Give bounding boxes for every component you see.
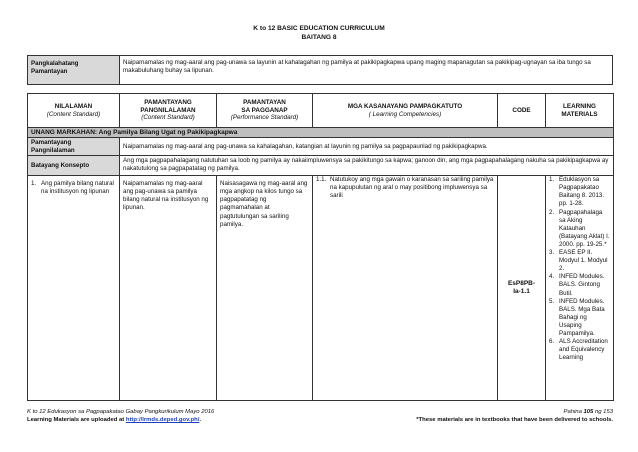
general-standard-text: Naipamamalas ng mag-aaral ang pag-unawa sa layunin at kahalagahan ng pamilya at pakikipagkapwa upang maging mapanagutan sa pakikipag-ugnayan sa iba tungo sa makabuluhang buhay sa lipunan. [120, 56, 613, 85]
material-item: 4. INFED Modules. BALS. Gintong Butil. [549, 273, 605, 297]
content-standard-cell: Naipamamalas ng mag-aaral ang pag-unawa sa pamilya bilang natural na institusyon ng lipunan. [120, 176, 217, 401]
pamantayang-label: Pamantayang Pangnilalaman [28, 138, 120, 156]
material-item: 6. ALS Accreditation and Equivalency Learning [549, 338, 608, 362]
header-nilalaman: NILALAMAN (Content Standard) [28, 94, 120, 128]
batayang-text: Ang mga pagpapahalagang natutuhan sa loob ng pamilya ay nakaiimpluwensya sa pakikitungo sa kapwa; ganoon din, ang mga pagpapahalagang nakuha sa pakikipagkapwa ay nakatutulong sa pagpapatatag ng pamilya. [120, 156, 614, 176]
header-performance-standard: PAMANTAYAN SA PAGGANAP (Performance Standard) [217, 94, 313, 128]
pamantayang-text: Naipamamalas ng mag-aaral ang pag-unawa sa kahalagahan, katangian at layunin ng pamilya sa pagpapaunlad ng pakikipagkapwa. [120, 138, 614, 156]
material-item: 5. INFED Modules. BALS. Mga Bata Bahagi ng Usaping Pampamilya. [549, 297, 605, 337]
performance-standard-cell: Naisasagawa ng mag-aaral ang mga angkop na kilos tungo sa pagpapatatag ng pagmamahalan at pagtutulungan sa sariling pamilya. [217, 176, 313, 401]
code-cell: EsP8PB- Ia-1.1 [498, 176, 546, 401]
general-standard-label: Pangkalahatang Pamantayan [28, 56, 120, 85]
nilalaman-cell [28, 176, 120, 401]
footer-note: *These materials are in textbooks that have been delivered to schools. [416, 417, 613, 423]
footer-left-line2: Learning Materials are uploaded at http://lrmds.deped.gov.ph/. [27, 417, 202, 423]
material-item: 3. EASE EP II. Modyul 1. Modyul 2. [549, 249, 608, 273]
batayang-label: Batayang Konsepto [28, 156, 120, 176]
document-title [0, 24, 638, 42]
header-content-standard: PAMANTAYANG PANGNILALAMAN (Content Standard) [120, 94, 217, 128]
materials-list [549, 176, 610, 362]
header-learning-materials: LEARNING MATERIALS [546, 94, 614, 128]
materials-cell [546, 176, 614, 401]
header-code: CODE [498, 94, 546, 128]
grade-level: BAITANG 8 [301, 34, 337, 41]
quarter-title: UNANG MARKAHAN: Ang Pamilya Bilang Ugat ng Pakikipagkapwa [28, 128, 614, 138]
page-number: Pahina 105 ng 153 [563, 409, 613, 415]
footer-line2 [27, 416, 613, 424]
material-item: 2. Pagpapahalaga sa Aking Katauhan (Batayang Aklat) I. 2000. pp. 19-25.* [549, 208, 610, 248]
footer-left-line1: K to 12 Edukasyon sa Pagpapakatao Gabay Pangkurikulum Mayo 2016 [27, 409, 215, 415]
list-item: 1. Ang pamilya bilang natural na institusyon ng lipunan [31, 180, 114, 196]
header-learning-competencies: MGA KASANAYANG PAMPAGKATUTO ( Learning Competencies) [313, 94, 498, 128]
curriculum-table [27, 93, 614, 401]
material-item: 1. Eduklasyon sa Pagpapakatao Baitang 8. 2013. pp. 1-28. [549, 176, 605, 208]
general-standard-table [27, 55, 613, 85]
competency-item: 1.1. Natutukoy ang mga gawain o karanasan sa sariling pamilya na kapupulutan ng aral o may positibong impluwensya sa sarili [316, 176, 494, 200]
competency-cell [313, 176, 498, 401]
curriculum-title: K to 12 BASIC EDUCATION CURRICULUM [253, 25, 385, 32]
lrmds-link[interactable]: http://lrmds.deped.gov.ph/ [125, 417, 200, 423]
footer [27, 408, 613, 416]
